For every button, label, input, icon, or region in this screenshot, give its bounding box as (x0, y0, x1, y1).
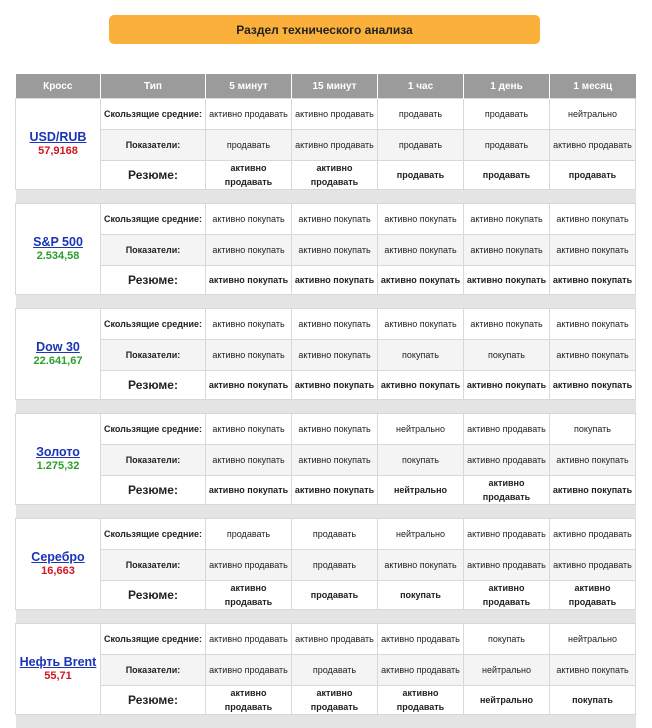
separator-cell (16, 610, 636, 624)
label-indicators: Показатели: (101, 340, 206, 371)
label-moving-averages: Скользящие средние: (101, 624, 206, 655)
summary-1month: активно продавать (550, 581, 636, 610)
row-separator (16, 190, 636, 204)
row-moving-averages (16, 414, 636, 445)
summary-1hour: продавать (378, 161, 464, 190)
ma-5min: активно покупать (206, 414, 292, 445)
separator-cell (16, 190, 636, 204)
indicator-5min: активно покупать (206, 235, 292, 266)
ma-15min: активно покупать (292, 309, 378, 340)
row-separator (16, 610, 636, 624)
indicator-1hour: продавать (378, 130, 464, 161)
summary-1month: активно покупать (550, 476, 636, 505)
ma-1month: активно покупать (550, 309, 636, 340)
summary-1day: продавать (464, 161, 550, 190)
indicator-15min: активно покупать (292, 445, 378, 476)
indicator-15min: активно покупать (292, 340, 378, 371)
row-moving-averages (16, 519, 636, 550)
indicator-1month: активно продавать (550, 130, 636, 161)
row-moving-averages (16, 99, 636, 130)
label-summary: Резюме: (101, 581, 206, 610)
row-indicators (16, 550, 636, 581)
ma-1hour: продавать (378, 99, 464, 130)
label-indicators: Показатели: (101, 445, 206, 476)
indicator-1day: активно продавать (464, 550, 550, 581)
row-summary (16, 371, 636, 400)
ma-1month: нейтрально (550, 99, 636, 130)
separator-cell (16, 715, 636, 728)
instrument-price: 57,9168 (18, 145, 98, 158)
summary-1hour: активно продавать (378, 686, 464, 715)
label-summary: Резюме: (101, 371, 206, 400)
summary-1hour: активно покупать (378, 371, 464, 400)
label-indicators: Показатели: (101, 550, 206, 581)
column-header-1hour: 1 час (378, 74, 464, 99)
label-moving-averages: Скользящие средние: (101, 309, 206, 340)
ma-1day: продавать (464, 99, 550, 130)
summary-1month: продавать (550, 161, 636, 190)
indicator-1hour: покупать (378, 445, 464, 476)
label-summary: Резюме: (101, 161, 206, 190)
instrument-price: 22.641,67 (18, 355, 98, 368)
indicator-1day: покупать (464, 340, 550, 371)
ma-15min: активно продавать (292, 99, 378, 130)
summary-1hour: нейтрально (378, 476, 464, 505)
row-separator (16, 295, 636, 309)
row-summary (16, 476, 636, 505)
indicator-15min: активно продавать (292, 130, 378, 161)
row-separator (16, 400, 636, 414)
cross-cell (16, 414, 101, 505)
ma-5min: продавать (206, 519, 292, 550)
summary-1day: активно покупать (464, 371, 550, 400)
instrument-link[interactable]: Золото (18, 445, 98, 460)
indicator-1month: активно покупать (550, 340, 636, 371)
indicator-1day: продавать (464, 130, 550, 161)
summary-1hour: активно покупать (378, 266, 464, 295)
summary-1day: активно продавать (464, 581, 550, 610)
summary-5min: активно продавать (206, 161, 292, 190)
indicator-15min: активно покупать (292, 235, 378, 266)
ma-1hour: нейтрально (378, 519, 464, 550)
instrument-link[interactable]: Серебро (18, 550, 98, 565)
cross-cell (16, 309, 101, 400)
instrument-price: 55,71 (18, 670, 98, 683)
label-moving-averages: Скользящие средние: (101, 204, 206, 235)
separator-cell (16, 505, 636, 519)
ma-1month: активно продавать (550, 519, 636, 550)
cross-cell (16, 204, 101, 295)
technical-analysis-button[interactable]: Раздел технического анализа (109, 15, 540, 44)
ma-15min: активно продавать (292, 624, 378, 655)
indicator-1hour: активно покупать (378, 550, 464, 581)
ma-1hour: активно покупать (378, 309, 464, 340)
instrument-price: 16,663 (18, 565, 98, 578)
summary-1month: активно покупать (550, 266, 636, 295)
separator-cell (16, 400, 636, 414)
separator-cell (16, 295, 636, 309)
ma-1day: активно покупать (464, 204, 550, 235)
row-indicators (16, 445, 636, 476)
indicator-1day: активно покупать (464, 235, 550, 266)
column-header-type: Тип (101, 74, 206, 99)
summary-15min: активно покупать (292, 476, 378, 505)
row-moving-averages (16, 624, 636, 655)
ma-1day: покупать (464, 624, 550, 655)
summary-15min: активно покупать (292, 371, 378, 400)
cross-cell (16, 624, 101, 715)
summary-5min: активно продавать (206, 581, 292, 610)
row-moving-averages (16, 309, 636, 340)
summary-5min: активно покупать (206, 476, 292, 505)
ma-1hour: активно покупать (378, 204, 464, 235)
cross-cell (16, 519, 101, 610)
row-separator (16, 505, 636, 519)
summary-1hour: покупать (378, 581, 464, 610)
column-header-cross: Кросс (16, 74, 101, 99)
label-indicators: Показатели: (101, 235, 206, 266)
indicator-15min: продавать (292, 655, 378, 686)
row-indicators (16, 655, 636, 686)
technical-analysis-table (15, 74, 636, 728)
label-summary: Резюме: (101, 476, 206, 505)
ma-1month: нейтрально (550, 624, 636, 655)
summary-15min: активно продавать (292, 686, 378, 715)
ma-5min: активно продавать (206, 99, 292, 130)
summary-1day: активно покупать (464, 266, 550, 295)
ma-1hour: активно продавать (378, 624, 464, 655)
ma-1month: активно покупать (550, 204, 636, 235)
instrument-price: 2.534,58 (18, 250, 98, 263)
label-summary: Резюме: (101, 686, 206, 715)
row-indicators (16, 130, 636, 161)
label-moving-averages: Скользящие средние: (101, 519, 206, 550)
ma-1day: активно покупать (464, 309, 550, 340)
row-separator (16, 715, 636, 728)
ma-15min: активно покупать (292, 414, 378, 445)
indicator-5min: активно покупать (206, 445, 292, 476)
ma-1hour: нейтрально (378, 414, 464, 445)
summary-5min: активно покупать (206, 266, 292, 295)
ma-15min: продавать (292, 519, 378, 550)
indicator-1hour: покупать (378, 340, 464, 371)
column-header-15min: 15 минут (292, 74, 378, 99)
label-summary: Резюме: (101, 266, 206, 295)
row-summary (16, 161, 636, 190)
instrument-link[interactable]: S&P 500 (18, 235, 98, 250)
indicator-5min: активно покупать (206, 340, 292, 371)
ma-5min: активно покупать (206, 204, 292, 235)
summary-5min: активно продавать (206, 686, 292, 715)
indicator-1day: активно продавать (464, 445, 550, 476)
instrument-link[interactable]: USD/RUB (18, 130, 98, 145)
instrument-link[interactable]: Нефть Brent (18, 655, 98, 670)
indicator-1day: нейтрально (464, 655, 550, 686)
indicator-5min: активно продавать (206, 655, 292, 686)
indicator-1month: активно покупать (550, 235, 636, 266)
row-indicators (16, 340, 636, 371)
indicator-1month: активно покупать (550, 655, 636, 686)
label-indicators: Показатели: (101, 130, 206, 161)
ma-5min: активно продавать (206, 624, 292, 655)
row-indicators (16, 235, 636, 266)
indicator-1hour: активно продавать (378, 655, 464, 686)
row-moving-averages (16, 204, 636, 235)
ma-1month: покупать (550, 414, 636, 445)
indicator-1month: активно покупать (550, 445, 636, 476)
instrument-price: 1.275,32 (18, 460, 98, 473)
indicator-5min: продавать (206, 130, 292, 161)
label-moving-averages: Скользящие средние: (101, 99, 206, 130)
summary-15min: продавать (292, 581, 378, 610)
table-header-row (16, 74, 636, 99)
summary-1day: активно продавать (464, 476, 550, 505)
cross-cell (16, 99, 101, 190)
ma-1day: активно продавать (464, 414, 550, 445)
ma-15min: активно покупать (292, 204, 378, 235)
column-header-1month: 1 месяц (550, 74, 636, 99)
instrument-link[interactable]: Dow 30 (18, 340, 98, 355)
row-summary (16, 686, 636, 715)
label-moving-averages: Скользящие средние: (101, 414, 206, 445)
label-indicators: Показатели: (101, 655, 206, 686)
indicator-5min: активно продавать (206, 550, 292, 581)
ma-1day: активно продавать (464, 519, 550, 550)
indicator-1hour: активно покупать (378, 235, 464, 266)
summary-15min: активно покупать (292, 266, 378, 295)
column-header-5min: 5 минут (206, 74, 292, 99)
summary-15min: активно продавать (292, 161, 378, 190)
summary-1month: активно покупать (550, 371, 636, 400)
summary-5min: активно покупать (206, 371, 292, 400)
summary-1day: нейтрально (464, 686, 550, 715)
summary-1month: покупать (550, 686, 636, 715)
ma-5min: активно покупать (206, 309, 292, 340)
row-summary (16, 266, 636, 295)
row-summary (16, 581, 636, 610)
column-header-1day: 1 день (464, 74, 550, 99)
indicator-1month: активно продавать (550, 550, 636, 581)
indicator-15min: продавать (292, 550, 378, 581)
